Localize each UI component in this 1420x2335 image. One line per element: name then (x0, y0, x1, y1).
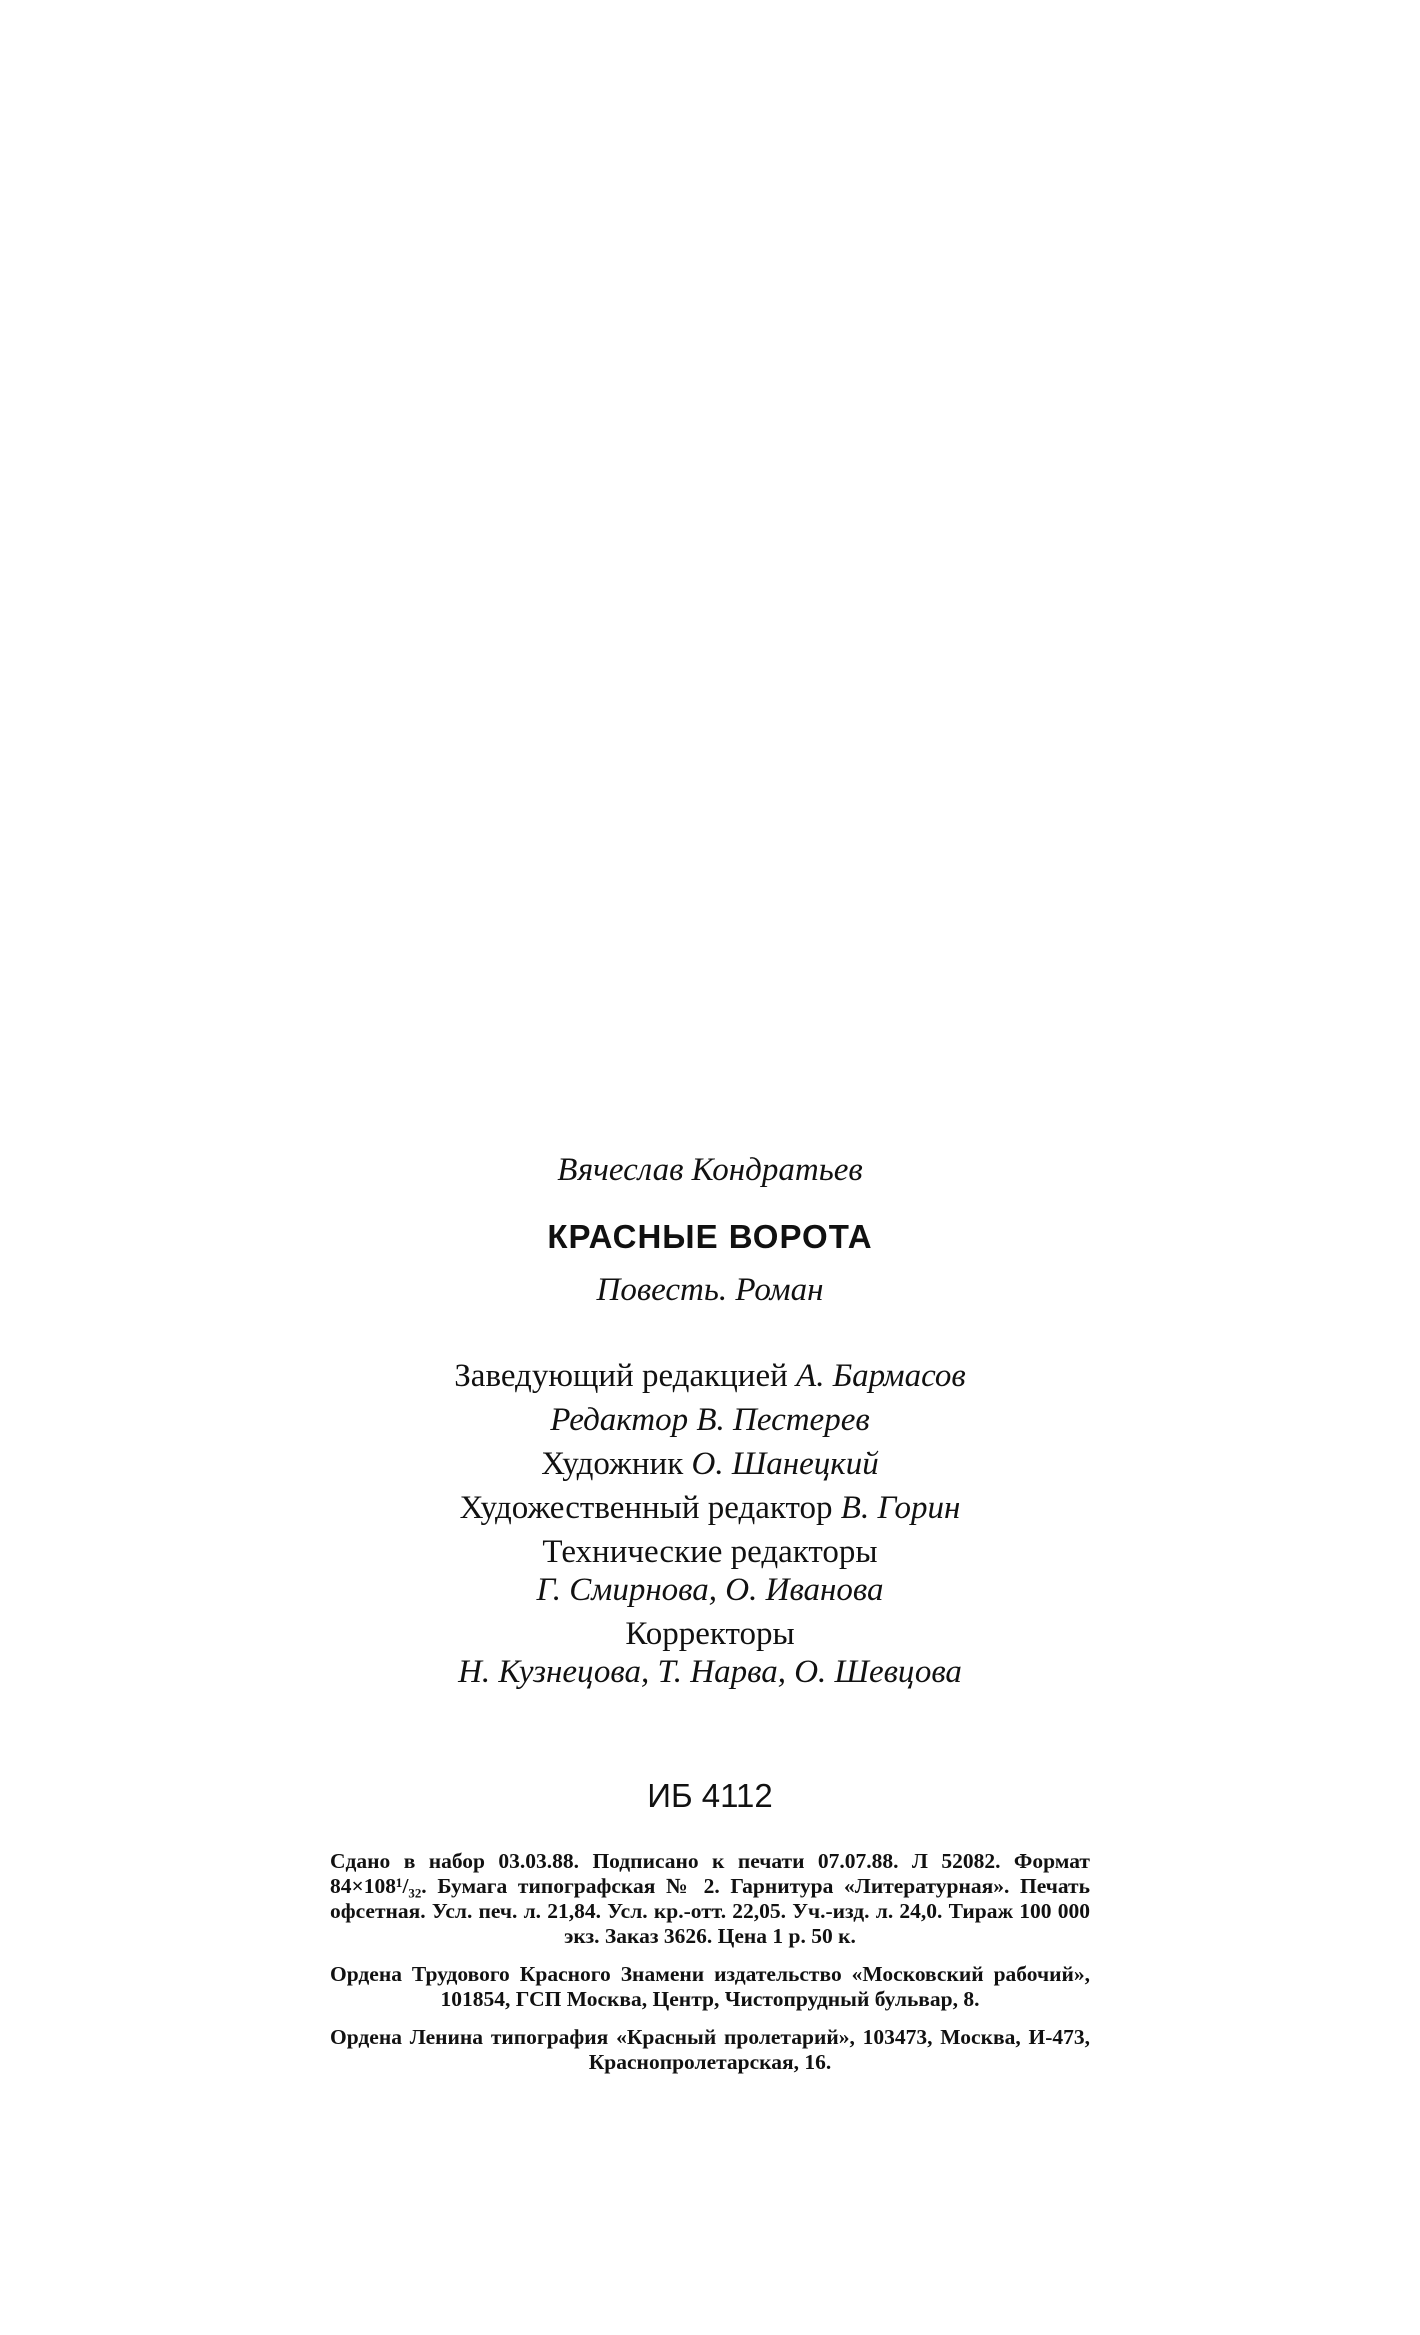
credit-role: Художественный редактор (459, 1490, 833, 1526)
author-name: Вячеслав Кондратьев (557, 1152, 863, 1188)
credit-editor (330, 1398, 1090, 1442)
credit-tech-editors (330, 1530, 1090, 1612)
credit-name: В. Горин (840, 1490, 961, 1526)
credit-names: Г. Смирнова, О. Иванова (536, 1572, 884, 1608)
credit-role: Корректоры (625, 1616, 795, 1652)
credit-role: Редактор (550, 1402, 689, 1438)
print-details: Сдано в набор 03.03.88. Подписано к печати 07.07.88. Л 52082. Формат 84×108¹/₃₂. Бумага типографская № 2. Гарнитура «Литературная». Печать офсетная. Усл. печ. л. 21,84. Усл. кр.-отт. 22,05. Уч.-изд. л. 24,0. Тираж 100 000 экз. Заказ 3626. Цена 1 р. 50 к. (330, 1849, 1090, 1948)
printer-info: Ордена Ленина типография «Красный пролетарий», 103473, Москва, И-473, Краснопролетарская, 16. (330, 2025, 1090, 2074)
book-subtitle: Повесть. Роман (596, 1272, 824, 1308)
credit-artist (330, 1442, 1090, 1486)
credit-role: Заведующий редакцией (454, 1358, 788, 1394)
credit-role: Художник (541, 1446, 684, 1482)
imprint (330, 1849, 1090, 2075)
credit-name: А. Бармасов (796, 1358, 966, 1394)
publisher-info: Ордена Трудового Красного Знамени издательство «Московский рабочий», 101854, ГСП Москва, Центр, Чистопрудный бульвар, 8. (330, 1962, 1090, 2011)
credits (330, 1354, 1090, 1694)
credit-name: О. Шанецкий (691, 1446, 879, 1482)
credit-names: Н. Кузнецова, Т. Нарва, О. Шевцова (458, 1654, 962, 1690)
credit-name: В. Пестерев (696, 1402, 870, 1438)
credit-chief-editor (330, 1354, 1090, 1398)
colophon (330, 1150, 1090, 2075)
credit-art-editor (330, 1486, 1090, 1530)
book-title: КРАСНЫЕ ВОРОТА (547, 1218, 873, 1255)
ib-number: ИБ 4112 (647, 1777, 773, 1814)
credit-proofreaders (330, 1612, 1090, 1694)
credit-role: Технические редакторы (542, 1534, 878, 1570)
